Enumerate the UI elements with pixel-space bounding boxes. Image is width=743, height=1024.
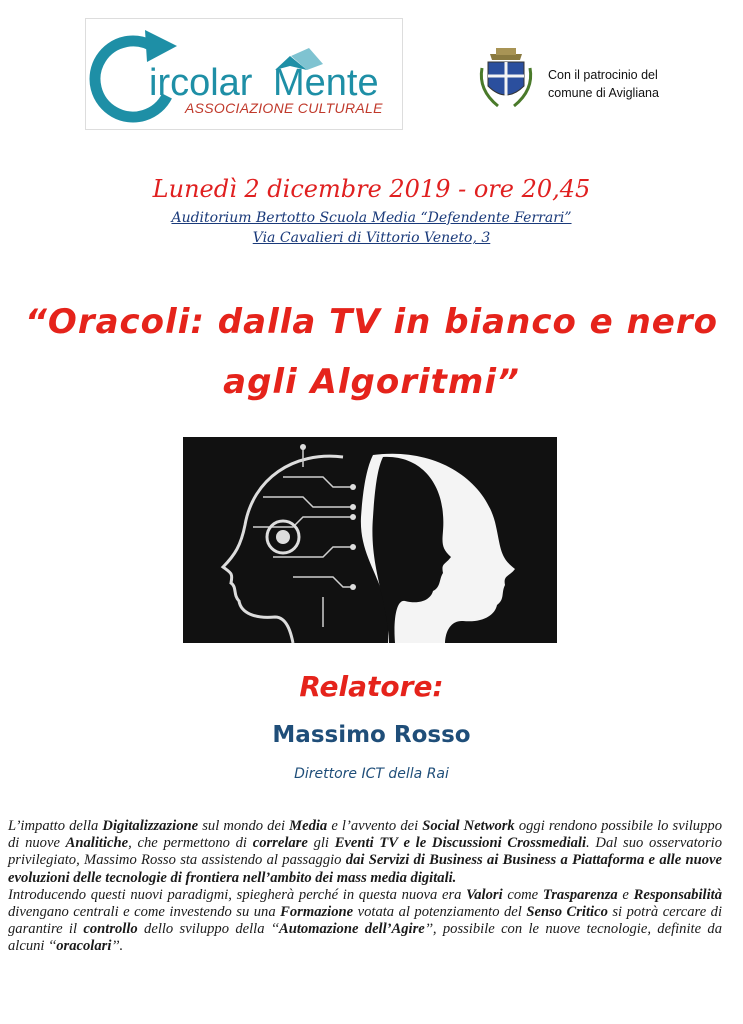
emphasis-text: Automazione dell’Agire [278,921,425,938]
description-paragraph-2 [8,887,722,956]
body-text: ’’. [111,938,124,955]
event-description [8,818,722,956]
emphasis-text: correlare [252,835,308,852]
speaker-role: Direttore ICT della Rai [294,766,449,782]
emphasis-text: Media [289,818,328,834]
ai-head-illustration [183,437,557,643]
patronage-line2: comune di Avigliana [548,86,659,100]
emphasis-text: Social Network [422,818,515,834]
emphasis-text: oracolari [56,938,112,955]
event-venue-line1: Auditorium Bertotto Scuola Media “Defendente Ferrari” [171,210,572,226]
emphasis-text: Senso Critico [526,904,608,921]
speaker-heading: Relatore: [299,670,444,703]
description-paragraph-1 [8,818,722,887]
circolarmente-logo [85,18,403,130]
emphasis-text: Trasparenza [542,886,618,903]
emphasis-text: e alle nuove evoluzioni delle tecnologie di frontiera nell’ambito dei mass media digitali. [8,852,722,886]
event-date: Lunedì 2 dicembre 2019 - ore 20,45 [152,175,591,203]
coat-of-arms-icon [476,46,536,116]
event-title-line2: agli Algoritmi” [223,362,520,402]
emphasis-text: Responsabilità [633,886,722,903]
emphasis-text: Eventi TV e le Discussioni Crossmediali [334,835,587,852]
logo-subtitle: ASSOCIAZIONE CULTURALE [185,100,383,116]
emphasis-text: Analitiche [65,835,129,852]
body-text: votata al potenziamento del [353,904,527,921]
event-title-line1: “Oracoli: dalla TV in bianco e nero [25,302,718,342]
event-venue-line2: Via Cavalieri di Vittorio Veneto, 3 [252,230,491,246]
logo-name-part1: ircolar [149,62,253,104]
body-text: . Dal suo osservatorio privilegiato, Massimo Rosso sta assistendo al passaggio [8,835,722,869]
emphasis-text: dai Servizi di Business ai Business a Piattaforma [345,852,645,869]
emphasis-text: Digitalizzazione [102,818,199,834]
body-text: e l’avvento dei [327,818,423,834]
body-text: si potrà cercare di garantire il [8,904,723,938]
logo-name-part2: Mente [273,62,379,104]
body-text: divengano centrali e come investendo su una [8,904,281,921]
body-text: ’’, possibile con le nuove tecnologie, definite da alcuni ‘‘ [8,921,722,955]
patronage-block [476,52,676,112]
patronage-line1: Con il patrocinio del [548,68,658,82]
body-text: oggi rendono possibile lo sviluppo di nuove [8,818,722,852]
body-text: come [502,886,543,903]
emphasis-text: controllo [83,921,138,938]
body-text: Introducendo questi nuovi paradigmi, spiegherà perché in questa nuova era [8,886,467,903]
head-profiles-image [183,437,557,643]
emphasis-text: Valori [466,886,503,903]
emphasis-text: Formazione [280,904,354,921]
body-text: sul mondo dei [198,818,290,834]
body-text: L’impatto della [8,818,103,834]
speaker-name: Massimo Rosso [272,722,471,748]
body-text: gli [307,835,335,852]
body-text: dello sviluppo della ‘‘ [137,921,279,938]
body-text: , che permettono di [128,835,253,852]
body-text: e [617,886,634,903]
